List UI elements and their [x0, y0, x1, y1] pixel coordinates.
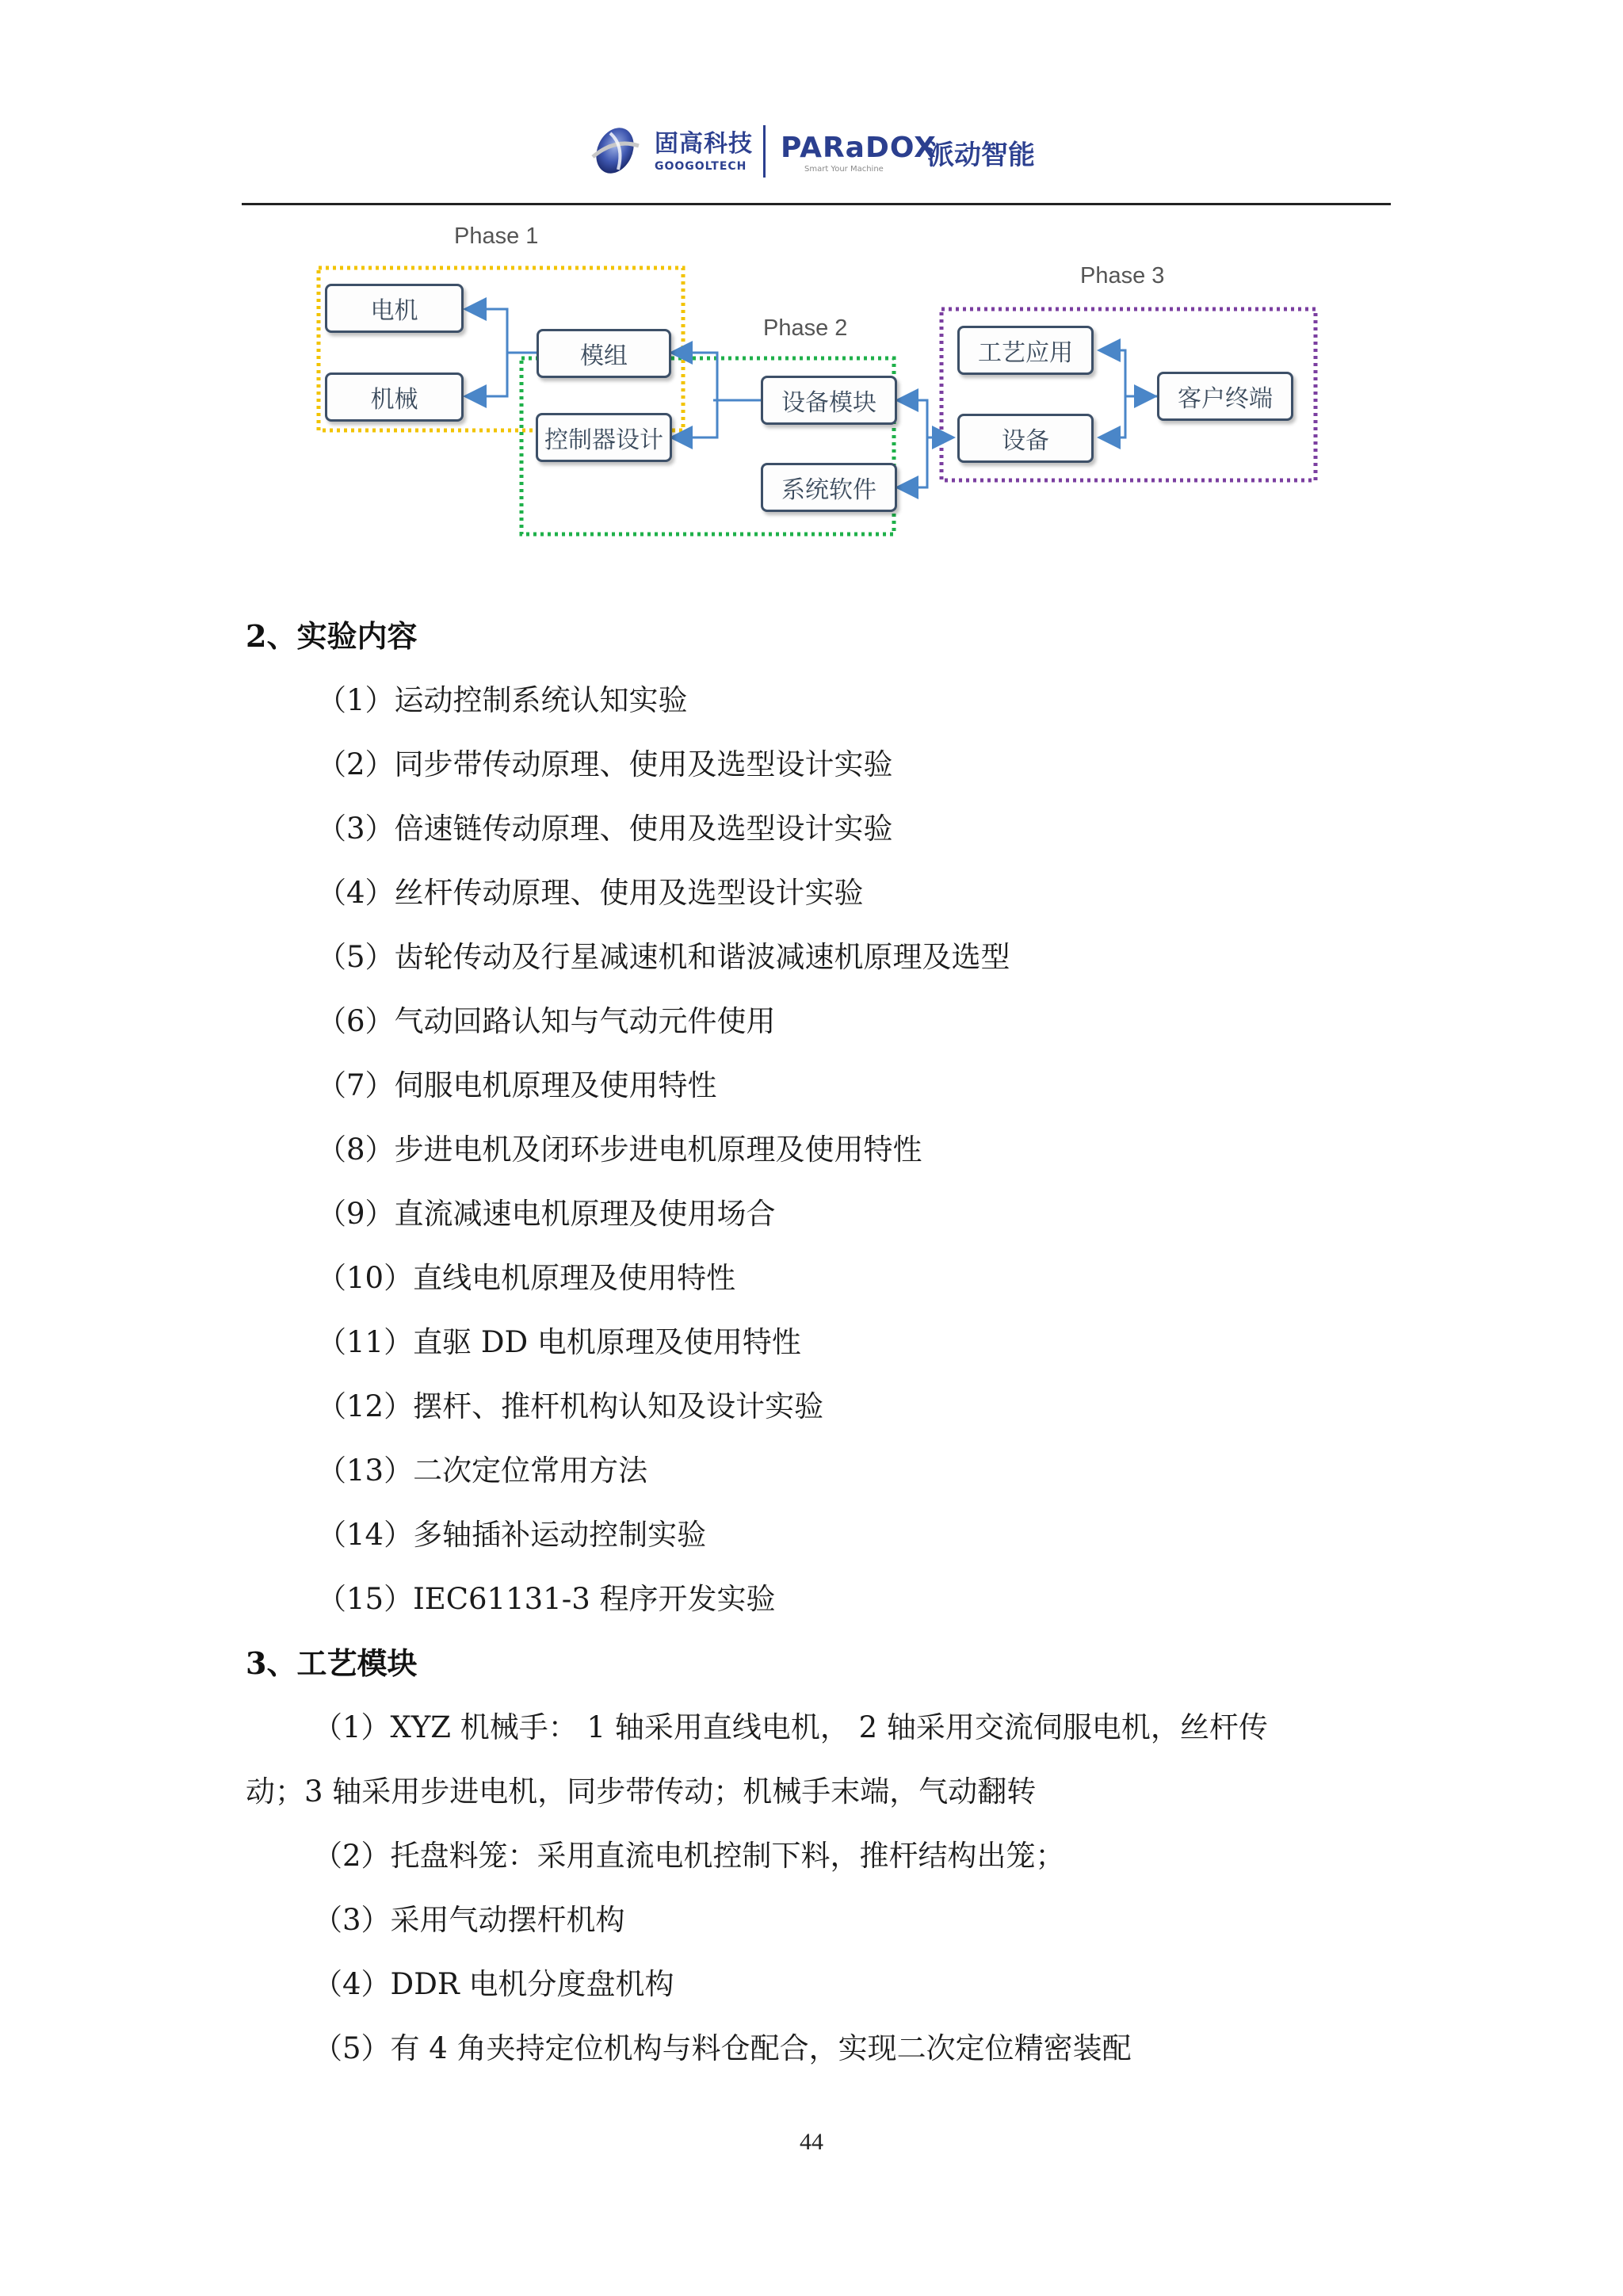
list-item: （13）二次定位常用方法 [317, 1454, 648, 1488]
page-header [0, 119, 1623, 182]
arrow-module-mechanics [468, 353, 507, 396]
list-item: （12）摆杆、推杆机构认知及设计实验 [317, 1389, 824, 1423]
arrow-client-process [1102, 350, 1157, 396]
node-module: 模组 [537, 329, 671, 378]
node-controller: 控制器设计 [536, 413, 672, 462]
paradox-cn-name: 派动智能 [927, 139, 1035, 171]
process-item-4: （4）DDR 电机分度盘机构 [313, 1967, 674, 2001]
list-item: （2）同步带传动原理、使用及选型设计实验 [317, 747, 893, 781]
list-item: （15）IEC61131-3 程序开发实验 [317, 1582, 776, 1616]
list-item: （5）齿轮传动及行星减速机和谐波减速机原理及选型 [317, 940, 1010, 974]
list-item: （8）步进电机及闭环步进电机原理及使用特性 [317, 1133, 922, 1167]
process-item-5: （5）有 4 角夹持定位机构与料仓配合，实现二次定位精密装配 [313, 2031, 1132, 2065]
node-device-module: 设备模块 [761, 376, 897, 425]
phase1-label: Phase 1 [454, 223, 539, 249]
paradox-logo [781, 119, 1082, 182]
phase3-label: Phase 3 [1080, 263, 1165, 288]
node-motor: 电机 [325, 284, 464, 333]
page-number: 44 [800, 2129, 823, 2155]
node-software: 系统软件 [761, 463, 897, 512]
process-item-3: （3）采用气动摆杆机构 [313, 1903, 625, 1937]
process-item-2: （2）托盘料笼：采用直流电机控制下料，推杆结构出笼； [313, 1839, 1065, 1873]
list-item: （14）多轴插补运动控制实验 [317, 1518, 707, 1552]
phase2-label: Phase 2 [763, 315, 848, 341]
node-device: 设备 [957, 414, 1094, 463]
list-item: （7）伺服电机原理及使用特性 [317, 1068, 717, 1102]
googoltech-cn-name: 固高科技 [655, 130, 753, 158]
section2-title: 2、实验内容 [246, 618, 418, 654]
arrow-module-motor [468, 309, 539, 353]
paradox-tagline: Smart Your Machine [804, 165, 884, 174]
list-item: （11）直驱 DD 电机原理及使用特性 [317, 1325, 801, 1359]
arrow-device-software [899, 437, 927, 487]
list-item: （4）丝杆传动原理、使用及选型设计实验 [317, 876, 864, 910]
process-item-1-line1: （1）XYZ 机械手： 1 轴采用直线电机， 2 轴采用交流伺服电机，丝杆传 [313, 1710, 1268, 1744]
arrow-client-device [1102, 396, 1125, 437]
process-item-1-line2: 动；3 轴采用步进电机，同步带传动；机械手末端，气动翻转 [246, 1775, 1037, 1809]
googoltech-logo-icon [586, 122, 643, 179]
list-item: （10）直线电机原理及使用特性 [317, 1261, 736, 1295]
list-item: （1）运动控制系统认知实验 [317, 683, 688, 717]
list-item: （9）直流减速电机原理及使用场合 [317, 1197, 776, 1231]
phase-diagram [301, 222, 1331, 539]
list-item: （3）倍速链传动原理、使用及选型设计实验 [317, 812, 893, 846]
header-rule [242, 203, 1391, 205]
section3-title: 3、工艺模块 [246, 1645, 418, 1681]
googoltech-en-name: GOOGOLTECH [655, 160, 747, 173]
logo-divider [763, 125, 766, 178]
paradox-name: PARaDOX [781, 132, 937, 164]
node-client: 客户终端 [1157, 372, 1293, 421]
googoltech-logo [586, 119, 753, 182]
node-process-app: 工艺应用 [957, 326, 1094, 375]
list-item: （6）气动回路认知与气动元件使用 [317, 1004, 776, 1038]
node-mechanics: 机械 [325, 372, 464, 422]
